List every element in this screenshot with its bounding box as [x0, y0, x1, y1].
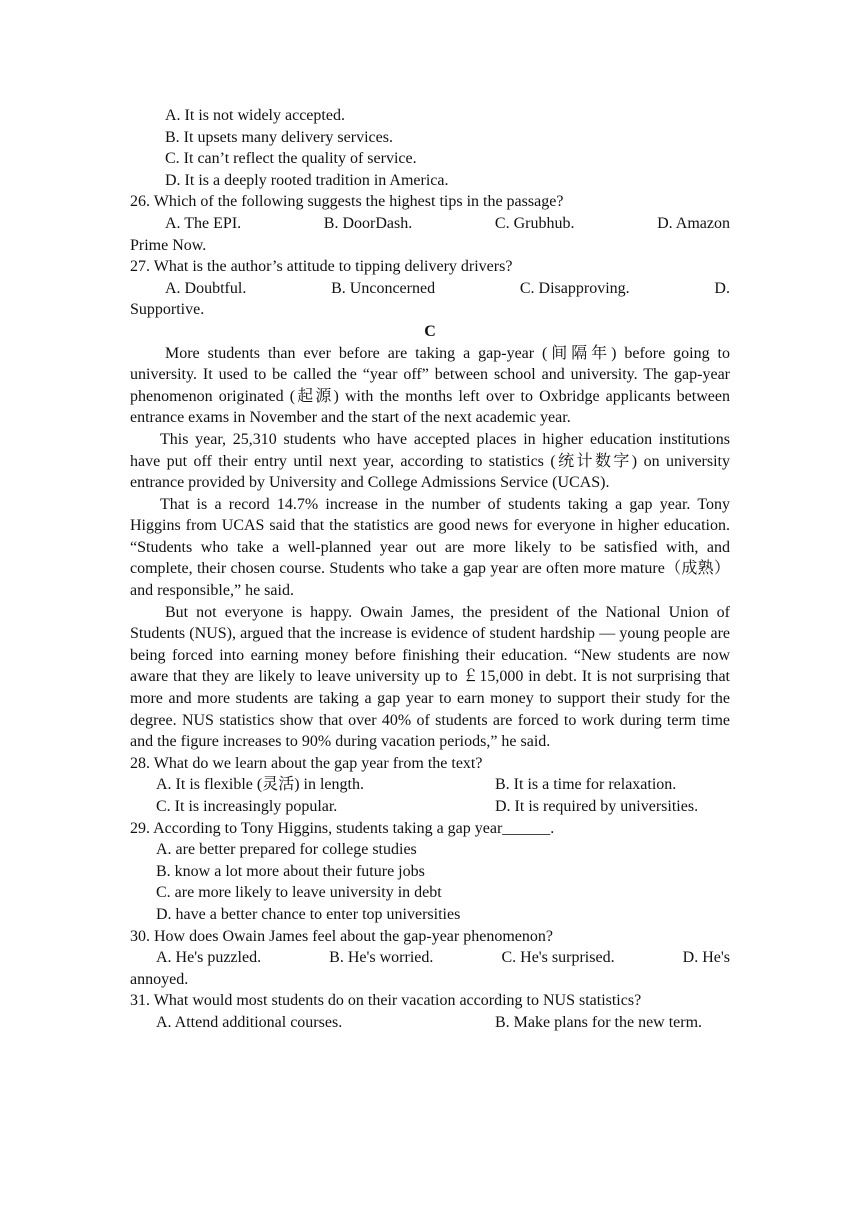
q25-option-d: D. It is a deeply rooted tradition in America.	[165, 171, 449, 189]
q25-option-c: C. It can’t reflect the quality of service.	[165, 150, 417, 168]
q27-option-c: C. Disapproving.	[519, 279, 630, 297]
q26-option-c: C. Grubhub.	[494, 214, 575, 232]
q30-option-b: B. He's worried.	[329, 949, 434, 967]
q31-option-b: B. Make plans for the new term.	[495, 1013, 703, 1031]
q25-option-a: A. It is not widely accepted.	[165, 107, 345, 124]
q27-option-d-continued: Supportive.	[130, 301, 205, 319]
q26-option-d: D. Amazon	[657, 214, 730, 232]
q31-stem: 31. What would most students do on their vacation according to NUS statistics?	[130, 992, 642, 1010]
q28-option-d: D. It is required by universities.	[495, 798, 699, 815]
page-content	[130, 105, 730, 1034]
q27-options	[130, 278, 730, 300]
q30-options	[130, 947, 730, 969]
q26-options	[130, 213, 730, 235]
q26-option-d-continued: Prime Now.	[130, 236, 207, 254]
q29-option-b: B. know a lot more about their future jobs	[156, 862, 425, 880]
q29-option-d: D. have a better chance to enter top universities	[156, 905, 461, 923]
q29-option-a: A. are better prepared for college studies	[156, 841, 417, 859]
q26-stem: 26. Which of the following suggests the highest tips in the passage?	[130, 193, 564, 211]
q28-option-a: A. It is flexible (灵活) in length.	[156, 776, 364, 794]
q28-stem: 28. What do we learn about the gap year from the text?	[130, 754, 483, 772]
section-heading: C	[424, 322, 436, 340]
q26-option-b: B. DoorDash.	[323, 214, 413, 232]
q29-stem: 29. According to Tony Higgins, students taking a gap year______.	[130, 819, 555, 837]
q28-options-row2	[130, 796, 730, 818]
q30-option-d: D. He's	[682, 949, 730, 967]
q27-option-b: B. Unconcerned	[331, 279, 436, 297]
q30-option-d-continued: annoyed.	[130, 970, 189, 988]
q27-option-d: D.	[714, 279, 730, 297]
passage-paragraph: That is a record 14.7% increase in the number of students taking a gap year. Tony Higgins from UCAS said that the statistics are good news for everyone in higher education. “Students who take a well-planned year out are more likely to be satisfied with, and complete, their chosen course. Students who take a gap year are often more mature（成熟）and responsible,” he said.	[130, 495, 730, 600]
passage-paragraph: This year, 25,310 students who have accepted places in higher education institutions have put off their entry until next year, according to statistics (统计数字) on university entrance provided by University and College Admissions Service (UCAS).	[130, 430, 730, 492]
q30-option-c: C. He's surprised.	[501, 949, 615, 967]
q31-option-a: A. Attend additional courses.	[156, 1013, 343, 1031]
q28-options-row1	[130, 774, 730, 796]
q28-option-b: B. It is a time for relaxation.	[495, 776, 677, 794]
passage-paragraph: More students than ever before are taking a gap-year (间隔年) before going to university. It used to be called the “year off” between school and university. The gap-year phenomenon originated (起源) with the months left over to Oxbridge applicants between entrance exams in November and the start of the next academic year.	[130, 344, 730, 427]
q30-option-a: A. He's puzzled.	[156, 949, 262, 967]
q26-option-a: A. The EPI.	[165, 214, 242, 232]
q30-stem: 30. How does Owain James feel about the gap-year phenomenon?	[130, 927, 553, 945]
q29-option-c: C. are more likely to leave university in debt	[156, 884, 442, 902]
passage-paragraph: But not everyone is happy. Owain James, the president of the National Union of Students (NUS), argued that the increase is evidence of student hardship — young people are being forced into earning money before finishing their education. “New students are now aware that they are likely to leave university up to ￡15,000 in debt. It is not surprising that more and more students are taking a gap year to earn money to support their study for the degree. NUS statistics show that over 40% of students are forced to work during term time and the figure increases to 90% during vacation periods,” he said.	[130, 603, 730, 751]
q28-option-c: C. It is increasingly popular.	[156, 798, 338, 815]
q31-options-row1	[130, 1012, 730, 1034]
q27-option-a: A. Doubtful.	[165, 279, 247, 297]
q27-stem: 27. What is the author’s attitude to tipping delivery drivers?	[130, 258, 513, 276]
q25-option-b: B. It upsets many delivery services.	[165, 128, 393, 146]
